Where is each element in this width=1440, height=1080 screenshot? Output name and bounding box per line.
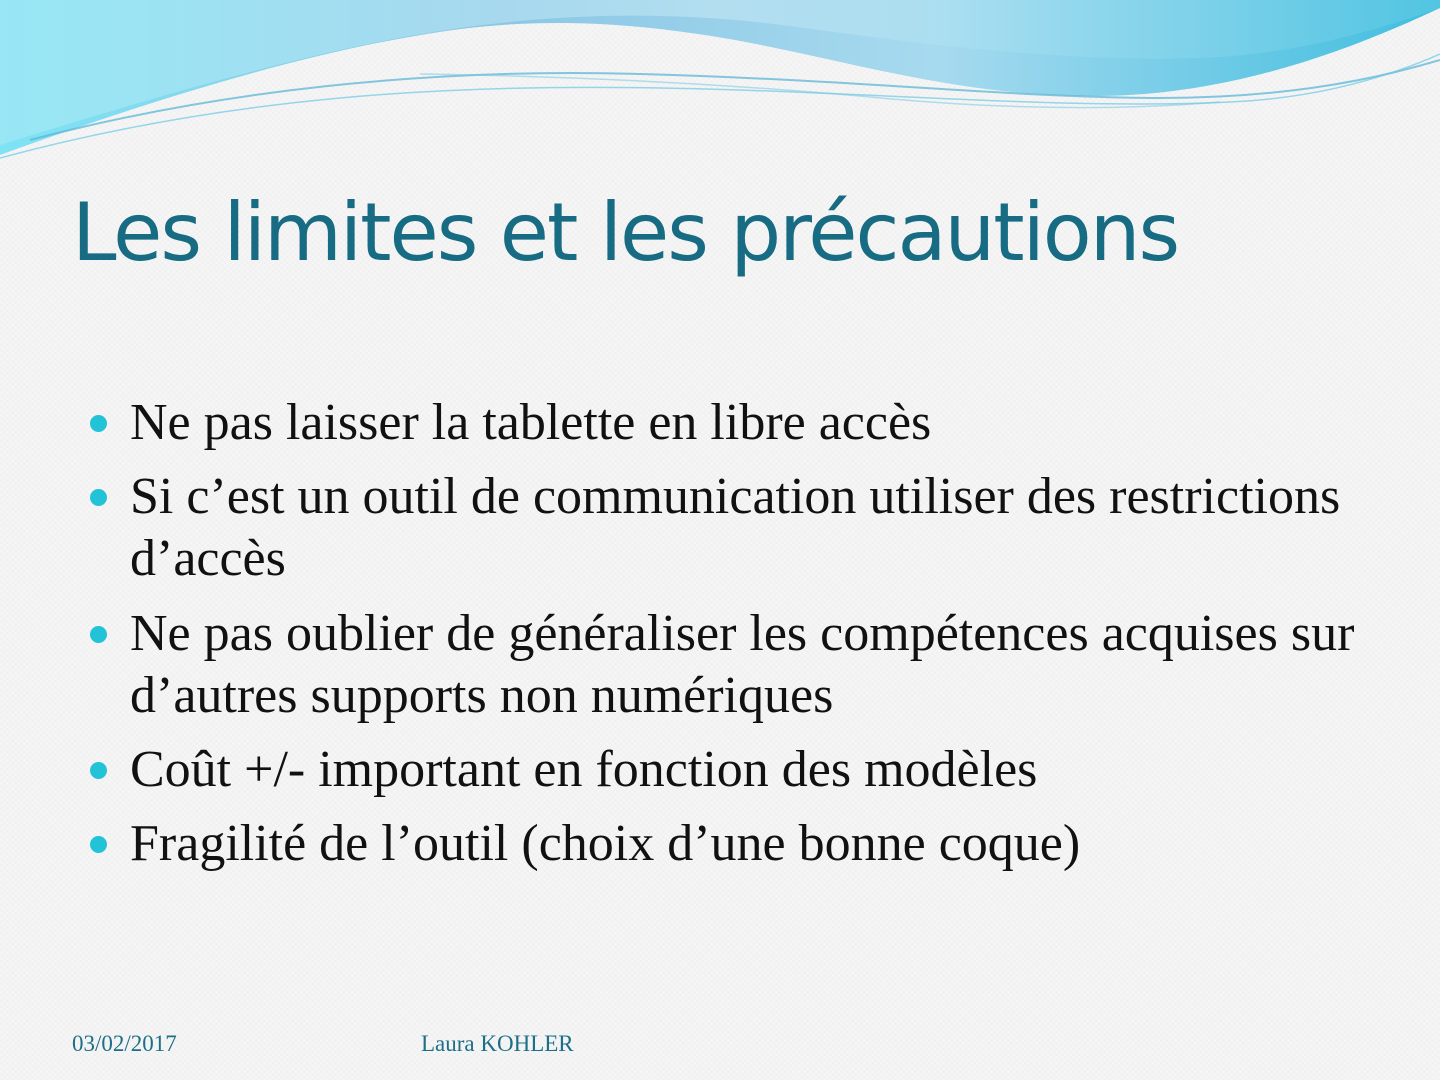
bullet-dot-icon xyxy=(90,489,107,506)
bullet-text: Ne pas oublier de généraliser les compétences acquises sur d’autres supports non numériques xyxy=(130,605,1355,724)
bullet-dot-icon xyxy=(90,836,107,853)
bullet-dot-icon xyxy=(90,762,107,779)
bullet-text: Ne pas laisser la tablette en libre accès xyxy=(130,394,932,451)
bullet-text: Si c’est un outil de communication utiliser des restrictions d’accès xyxy=(130,468,1341,587)
bullet-item xyxy=(130,739,1420,801)
slide-title: Les limites et les précautions xyxy=(72,186,1179,279)
bullet-dot-icon xyxy=(90,626,107,643)
bullet-item xyxy=(130,603,1420,727)
bullet-dot-icon xyxy=(90,415,107,432)
footer-date: 03/02/2017 xyxy=(72,1031,177,1056)
bullet-item xyxy=(130,813,1420,875)
bullet-text: Fragilité de l’outil (choix d’une bonne coque) xyxy=(130,815,1081,872)
bullet-text: Coût +/- important en fonction des modèles xyxy=(130,741,1038,798)
bullet-item xyxy=(130,392,1420,454)
bullet-item xyxy=(130,466,1420,590)
footer-author: Laura KOHLER xyxy=(421,1031,574,1056)
